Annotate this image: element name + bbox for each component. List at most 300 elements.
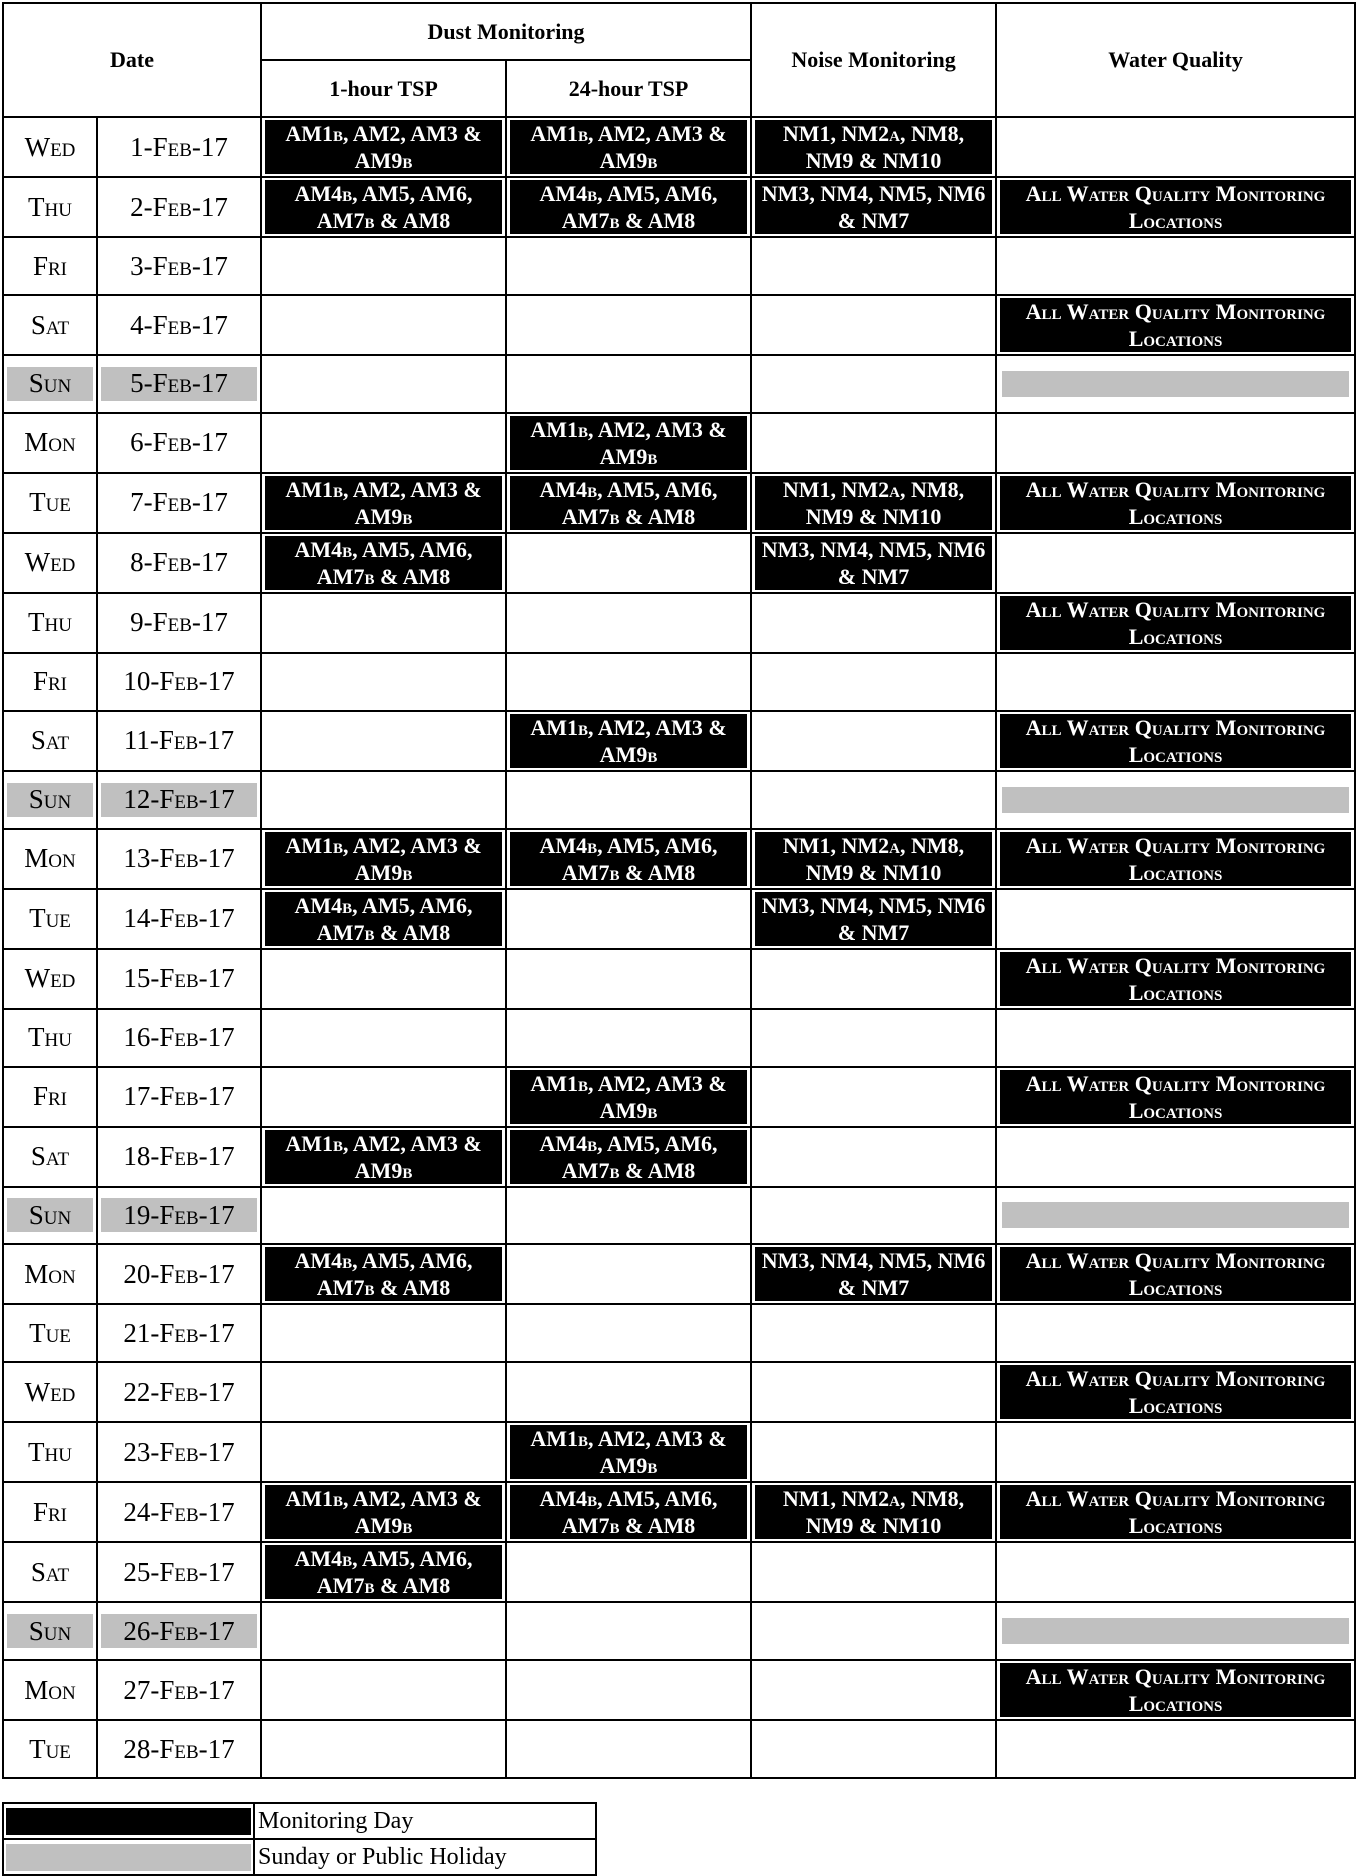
schedule-row [3,1067,1355,1127]
monitoring-block: All Water Quality Monitoring Locations [1000,476,1351,530]
date-cell [97,355,261,413]
date-label: 28-Feb-17 [123,1733,235,1764]
day-cell [3,1602,97,1660]
date-cell [97,1602,261,1660]
noise-cell [751,1602,996,1660]
day-cell [3,949,97,1009]
monitoring-block: AM1b, AM2, AM3 & AM9b [265,1130,502,1184]
date-label: 13-Feb-17 [123,843,235,874]
day-cell [3,355,97,413]
schedule-row [3,473,1355,533]
date-label: 9-Feb-17 [130,607,228,638]
tsp1-cell [261,949,506,1009]
date-label: 23-Feb-17 [123,1436,235,1467]
legend-row-holiday [3,1839,596,1875]
tsp1-cell [261,1304,506,1362]
tsp24-cell [506,1422,751,1482]
schedule-row [3,237,1355,295]
tsp1-cell [261,711,506,771]
date-cell [97,593,261,653]
tsp1-cell [261,771,506,829]
day-label: Tue [29,903,71,934]
monitoring-block: NM3, NM4, NM5, NM6 & NM7 [755,1247,992,1301]
tsp24-cell [506,1009,751,1067]
noise-cell [751,295,996,355]
tsp24-cell [506,1362,751,1422]
day-label: Mon [24,1258,76,1289]
tsp-1hour-header: 1-hour TSP [261,60,506,117]
date-cell [97,117,261,177]
noise-cell [751,355,996,413]
date-cell [97,1720,261,1778]
noise-cell [751,117,996,177]
date-label: 3-Feb-17 [130,250,228,281]
schedule-row [3,771,1355,829]
monitoring-block: AM4b, AM5, AM6, AM7b & AM8 [510,1485,747,1539]
day-cell [3,237,97,295]
water-cell [996,237,1355,295]
schedule-row [3,829,1355,889]
day-label: Mon [24,427,76,458]
tsp24-cell [506,1127,751,1187]
date-label: 22-Feb-17 [123,1376,235,1407]
tsp1-cell [261,1422,506,1482]
day-cell [3,473,97,533]
day-label: Thu [28,1436,72,1467]
day-cell [3,1422,97,1482]
monitoring-block: NM1, NM2a, NM8, NM9 & NM10 [755,832,992,886]
tsp24-cell [506,653,751,711]
noise-cell [751,1482,996,1542]
tsp24-cell [506,473,751,533]
date-cell [97,473,261,533]
legend-swatch-holiday [3,1839,254,1875]
noise-cell [751,711,996,771]
tsp24-cell [506,1244,751,1304]
water-cell [996,1187,1355,1245]
day-label: Sun [7,1198,93,1232]
monitoring-block: AM1b, AM2, AM3 & AM9b [265,1485,502,1539]
schedule-row [3,1187,1355,1245]
tsp24-cell [506,1304,751,1362]
date-label: 26-Feb-17 [101,1614,257,1648]
tsp1-cell [261,117,506,177]
noise-cell [751,413,996,473]
date-label: 18-Feb-17 [123,1141,235,1172]
noise-cell [751,473,996,533]
schedule-row [3,889,1355,949]
schedule-row [3,1244,1355,1304]
day-cell [3,1362,97,1422]
date-label: 8-Feb-17 [130,547,228,578]
schedule-row [3,949,1355,1009]
tsp1-cell [261,1067,506,1127]
water-quality-header: Water Quality [996,3,1355,117]
schedule-row [3,711,1355,771]
monitoring-block: All Water Quality Monitoring Locations [1000,1485,1351,1539]
day-label: Thu [28,607,72,638]
water-cell [996,413,1355,473]
water-cell [996,711,1355,771]
date-cell [97,1009,261,1067]
water-cell [996,771,1355,829]
tsp24-cell [506,1602,751,1660]
day-cell [3,829,97,889]
dust-monitoring-header: Dust Monitoring [261,3,751,60]
date-cell [97,711,261,771]
tsp1-cell [261,1482,506,1542]
schedule-row [3,1304,1355,1362]
date-label: 20-Feb-17 [123,1258,235,1289]
legend [2,1802,597,1876]
tsp24-cell [506,1067,751,1127]
day-cell [3,1244,97,1304]
monitoring-block: NM1, NM2a, NM8, NM9 & NM10 [755,120,992,174]
schedule-row [3,1422,1355,1482]
day-label: Thu [28,191,72,222]
schedule-row [3,1720,1355,1778]
tsp24-cell [506,593,751,653]
day-label: Tue [29,1733,71,1764]
noise-cell [751,1067,996,1127]
monitoring-block: All Water Quality Monitoring Locations [1000,832,1351,886]
noise-cell [751,653,996,711]
holiday-marker [1002,371,1349,397]
day-label: Sun [7,783,93,817]
noise-cell [751,1542,996,1602]
day-cell [3,593,97,653]
date-cell [97,889,261,949]
schedule-row [3,355,1355,413]
monitoring-block: All Water Quality Monitoring Locations [1000,596,1351,650]
monitoring-block: All Water Quality Monitoring Locations [1000,1070,1351,1124]
tsp24-cell [506,889,751,949]
monitoring-block: AM4b, AM5, AM6, AM7b & AM8 [510,1130,747,1184]
monitoring-schedule-table [2,2,1356,1779]
monitoring-block: AM1b, AM2, AM3 & AM9b [265,832,502,886]
monitoring-block: NM1, NM2a, NM8, NM9 & NM10 [755,476,992,530]
monitoring-block: NM3, NM4, NM5, NM6 & NM7 [755,892,992,946]
monitoring-block: NM3, NM4, NM5, NM6 & NM7 [755,180,992,234]
date-cell [97,1187,261,1245]
legend-swatch-monitoring [3,1803,254,1839]
monitoring-block: All Water Quality Monitoring Locations [1000,298,1351,352]
tsp1-cell [261,177,506,237]
tsp-24hour-header: 24-hour TSP [506,60,751,117]
date-cell [97,653,261,711]
monitoring-block: NM3, NM4, NM5, NM6 & NM7 [755,536,992,590]
noise-cell [751,1304,996,1362]
day-label: Sun [7,1614,93,1648]
tsp24-cell [506,829,751,889]
day-label: Sat [30,725,70,756]
tsp24-cell [506,1482,751,1542]
date-label: 2-Feb-17 [130,191,228,222]
monitoring-block: AM1b, AM2, AM3 & AM9b [510,1070,747,1124]
monitoring-block: All Water Quality Monitoring Locations [1000,1365,1351,1419]
schedule-row [3,1362,1355,1422]
monitoring-block: All Water Quality Monitoring Locations [1000,1247,1351,1301]
date-cell [97,949,261,1009]
tsp24-cell [506,177,751,237]
monitoring-block: AM1b, AM2, AM3 & AM9b [510,1425,747,1479]
tsp1-cell [261,355,506,413]
water-cell [996,1009,1355,1067]
tsp1-cell [261,237,506,295]
date-label: 5-Feb-17 [101,367,257,401]
water-cell [996,1067,1355,1127]
legend-label-holiday: Sunday or Public Holiday [254,1839,596,1875]
noise-cell [751,1422,996,1482]
tsp24-cell [506,295,751,355]
day-cell [3,533,97,593]
day-cell [3,771,97,829]
tsp24-cell [506,1720,751,1778]
water-cell [996,473,1355,533]
date-cell [97,413,261,473]
tsp1-cell [261,1244,506,1304]
tsp1-cell [261,1720,506,1778]
date-cell [97,1362,261,1422]
day-label: Sun [7,367,93,401]
schedule-row [3,177,1355,237]
day-cell [3,653,97,711]
day-cell [3,295,97,355]
water-cell [996,355,1355,413]
tsp1-cell [261,1009,506,1067]
date-cell [97,533,261,593]
monitoring-block: AM1b, AM2, AM3 & AM9b [265,476,502,530]
water-cell [996,1127,1355,1187]
day-cell [3,177,97,237]
tsp24-cell [506,1187,751,1245]
schedule-row [3,1660,1355,1720]
tsp1-cell [261,653,506,711]
date-cell [97,295,261,355]
date-cell [97,1067,261,1127]
date-label: 25-Feb-17 [123,1556,235,1587]
noise-cell [751,1244,996,1304]
day-label: Wed [24,131,76,162]
tsp1-cell [261,1542,506,1602]
noise-cell [751,177,996,237]
noise-cell [751,593,996,653]
monitoring-block: NM1, NM2a, NM8, NM9 & NM10 [755,1485,992,1539]
monitoring-block: AM1b, AM2, AM3 & AM9b [265,120,502,174]
date-cell [97,1304,261,1362]
schedule-row [3,117,1355,177]
water-cell [996,889,1355,949]
date-label: 17-Feb-17 [123,1081,235,1112]
holiday-marker [1002,787,1349,813]
noise-cell [751,949,996,1009]
tsp1-cell [261,1660,506,1720]
date-label: 15-Feb-17 [123,963,235,994]
day-label: Sat [30,1141,70,1172]
noise-cell [751,1720,996,1778]
water-cell [996,1244,1355,1304]
day-cell [3,889,97,949]
tsp1-cell [261,1127,506,1187]
date-label: 19-Feb-17 [101,1198,257,1232]
date-cell [97,1127,261,1187]
monitoring-block: AM4b, AM5, AM6, AM7b & AM8 [510,476,747,530]
water-cell [996,177,1355,237]
date-label: 27-Feb-17 [123,1674,235,1705]
monitoring-block: AM4b, AM5, AM6, AM7b & AM8 [265,1247,502,1301]
water-cell [996,593,1355,653]
schedule-row [3,1542,1355,1602]
schedule-row [3,295,1355,355]
tsp24-cell [506,1542,751,1602]
date-cell [97,1422,261,1482]
monitoring-block: AM4b, AM5, AM6, AM7b & AM8 [265,180,502,234]
water-cell [996,1602,1355,1660]
date-cell [97,237,261,295]
day-label: Fri [32,250,68,281]
tsp1-cell [261,829,506,889]
date-label: 21-Feb-17 [123,1317,235,1348]
day-label: Fri [32,666,68,697]
monitoring-block: AM4b, AM5, AM6, AM7b & AM8 [510,180,747,234]
noise-cell [751,829,996,889]
date-label: 16-Feb-17 [123,1022,235,1053]
schedule-row [3,413,1355,473]
day-label: Mon [24,1674,76,1705]
day-label: Fri [32,1496,68,1527]
water-cell [996,653,1355,711]
tsp1-cell [261,1187,506,1245]
date-label: 4-Feb-17 [130,309,228,340]
monitoring-block: All Water Quality Monitoring Locations [1000,714,1351,768]
monitoring-block: AM4b, AM5, AM6, AM7b & AM8 [265,536,502,590]
date-header: Date [3,3,261,117]
tsp1-cell [261,533,506,593]
schedule-row [3,653,1355,711]
day-label: Wed [24,963,76,994]
water-cell [996,1362,1355,1422]
tsp1-cell [261,413,506,473]
day-label: Mon [24,843,76,874]
day-label: Tue [29,487,71,518]
day-cell [3,1720,97,1778]
date-label: 14-Feb-17 [123,903,235,934]
monitoring-block: AM1b, AM2, AM3 & AM9b [510,120,747,174]
tsp24-cell [506,1660,751,1720]
date-label: 12-Feb-17 [101,783,257,817]
tsp1-cell [261,593,506,653]
noise-cell [751,1187,996,1245]
legend-row-monitoring [3,1803,596,1839]
day-label: Wed [24,1376,76,1407]
monitoring-block: AM4b, AM5, AM6, AM7b & AM8 [265,1545,502,1599]
water-cell [996,949,1355,1009]
date-label: 24-Feb-17 [123,1496,235,1527]
day-label: Thu [28,1022,72,1053]
schedule-row [3,593,1355,653]
tsp24-cell [506,771,751,829]
noise-cell [751,237,996,295]
day-label: Sat [30,309,70,340]
date-label: 10-Feb-17 [123,666,235,697]
noise-cell [751,771,996,829]
monitoring-block: AM1b, AM2, AM3 & AM9b [510,416,747,470]
schedule-row [3,1602,1355,1660]
noise-cell [751,1660,996,1720]
date-cell [97,771,261,829]
tsp1-cell [261,1602,506,1660]
water-cell [996,117,1355,177]
noise-cell [751,889,996,949]
monitoring-block: AM4b, AM5, AM6, AM7b & AM8 [265,892,502,946]
tsp1-cell [261,889,506,949]
water-cell [996,1482,1355,1542]
day-cell [3,1127,97,1187]
date-cell [97,1660,261,1720]
noise-monitoring-header: Noise Monitoring [751,3,996,117]
date-cell [97,1482,261,1542]
date-cell [97,829,261,889]
day-cell [3,1009,97,1067]
monitoring-block: AM4b, AM5, AM6, AM7b & AM8 [510,832,747,886]
water-cell [996,1304,1355,1362]
schedule-row [3,533,1355,593]
holiday-marker [1002,1618,1349,1644]
day-cell [3,1542,97,1602]
day-cell [3,1187,97,1245]
schedule-row [3,1482,1355,1542]
tsp1-cell [261,1362,506,1422]
schedule-row [3,1127,1355,1187]
date-cell [97,177,261,237]
date-cell [97,1542,261,1602]
tsp1-cell [261,295,506,355]
monitoring-block: All Water Quality Monitoring Locations [1000,1663,1351,1717]
monitoring-block: AM1b, AM2, AM3 & AM9b [510,714,747,768]
noise-cell [751,1362,996,1422]
legend-label-monitoring: Monitoring Day [254,1803,596,1839]
day-cell [3,413,97,473]
noise-cell [751,533,996,593]
tsp24-cell [506,237,751,295]
day-cell [3,1482,97,1542]
tsp24-cell [506,355,751,413]
day-cell [3,1067,97,1127]
holiday-marker [1002,1202,1349,1228]
noise-cell [751,1009,996,1067]
tsp24-cell [506,711,751,771]
day-label: Tue [29,1317,71,1348]
tsp1-cell [261,473,506,533]
water-cell [996,533,1355,593]
water-cell [996,295,1355,355]
date-label: 11-Feb-17 [123,725,235,756]
tsp24-cell [506,413,751,473]
water-cell [996,829,1355,889]
day-label: Sat [30,1556,70,1587]
day-cell [3,117,97,177]
day-cell [3,711,97,771]
schedule-row [3,1009,1355,1067]
date-cell [97,1244,261,1304]
date-label: 1-Feb-17 [130,131,228,162]
tsp24-cell [506,533,751,593]
water-cell [996,1422,1355,1482]
tsp24-cell [506,117,751,177]
date-label: 6-Feb-17 [130,427,228,458]
monitoring-block: All Water Quality Monitoring Locations [1000,952,1351,1006]
day-label: Wed [24,547,76,578]
